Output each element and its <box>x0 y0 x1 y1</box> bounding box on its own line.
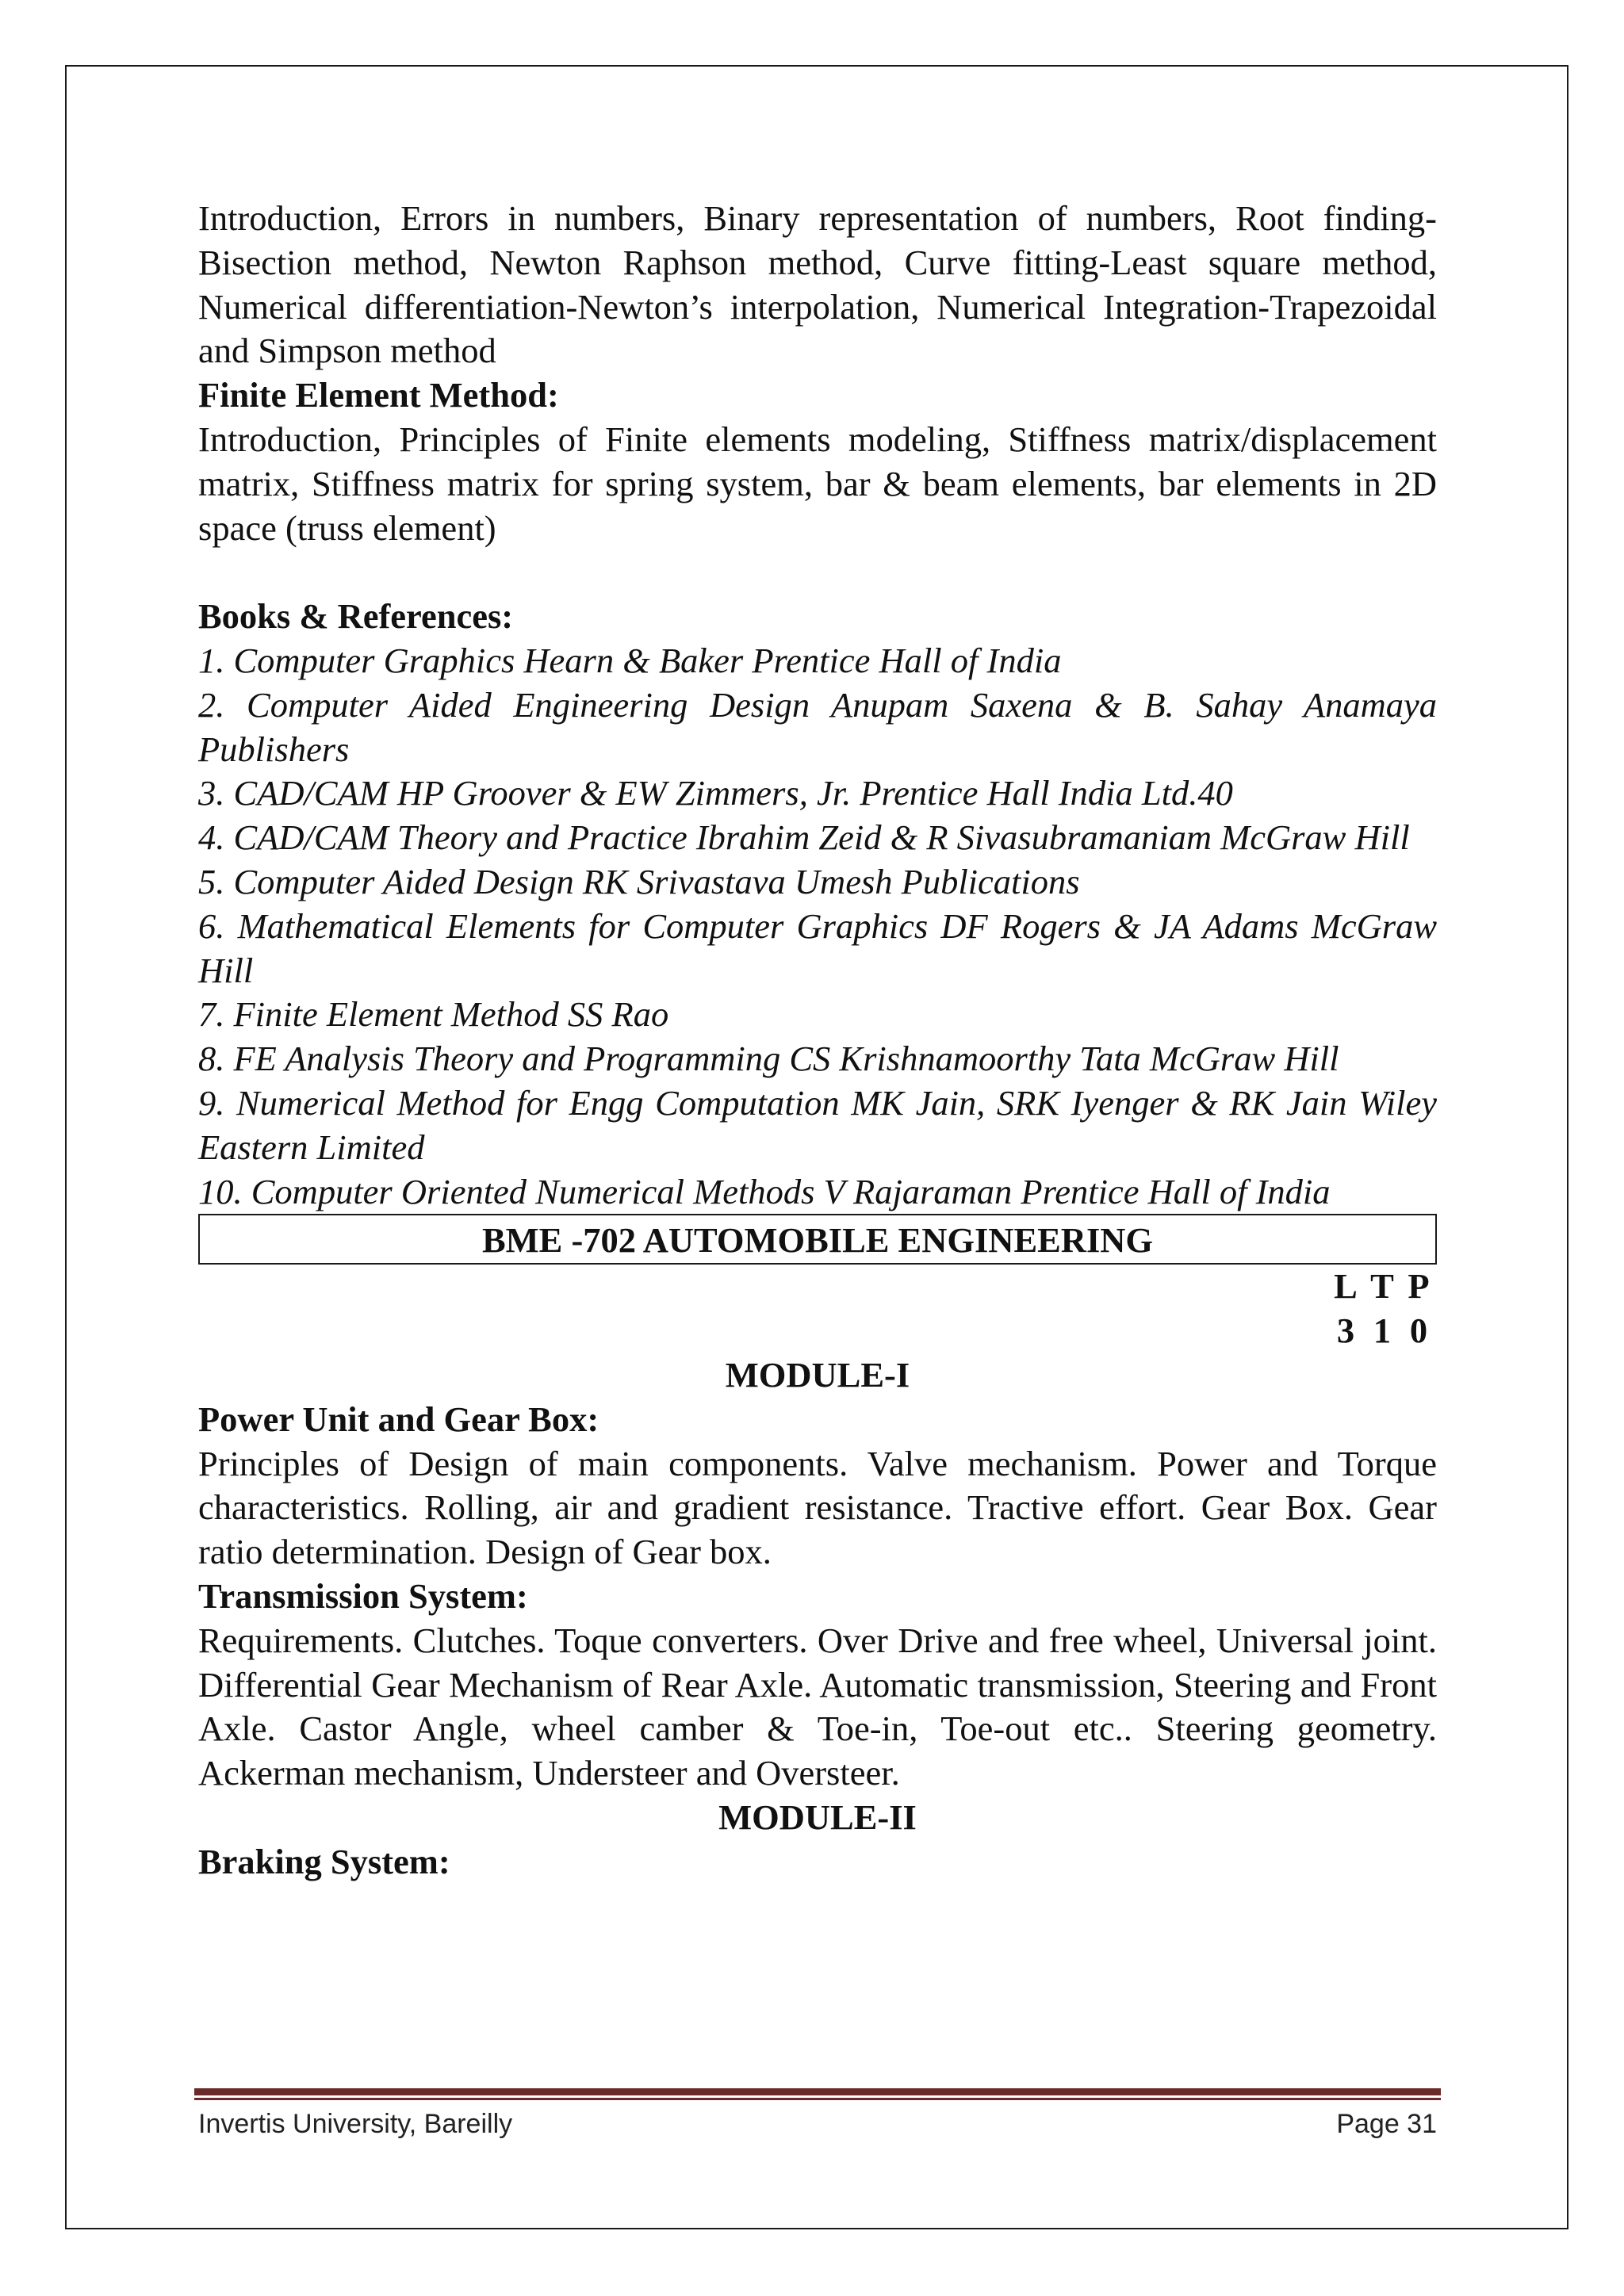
reference-item: 10. Computer Oriented Numerical Methods V Rajaraman Prentice Hall of India <box>198 1171 1331 1211</box>
ltp-labels <box>198 1265 1437 1309</box>
reference-item: 6. Mathematical Elements for Computer Graphics DF Rogers & JA Adams McGraw Hill <box>198 905 1437 990</box>
references-list <box>198 639 1437 1214</box>
ltp-value-p: 0 <box>1409 1311 1428 1351</box>
ltp-values <box>198 1309 1437 1353</box>
fem-heading: Finite Element Method: <box>198 375 559 415</box>
transmission-paragraph: Requirements. Clutches. Toque converters. Over Drive and free wheel, Universal joint. Differential Gear Mechanism of Rear Axle. Automatic transmission, Steering and Front Axle. Castor Angle, wheel camber & Toe-in, Toe-out etc.. Steering geometry. Ackerman mechanism, Understeer and Oversteer. <box>198 1620 1437 1793</box>
ltp-label-t: T <box>1370 1266 1394 1307</box>
transmission-heading: Transmission System: <box>198 1575 528 1616</box>
intro-paragraph: Introduction, Errors in numbers, Binary representation of numbers, Root finding- Bisection method, Newton Raphson method, Curve fitting-Least square method, Numerical differentiation-Newton’s interpolation, Numerical Integration-Trapezoidal and Simpson method <box>198 198 1437 371</box>
references-heading: Books & References: <box>198 596 514 637</box>
ltp-value-t: 1 <box>1373 1311 1392 1351</box>
course-title-box <box>198 1214 1437 1265</box>
module-1-title: MODULE-I <box>725 1354 910 1395</box>
power-unit-paragraph: Principles of Design of main components. Valve mechanism. Power and Torque characteristics. Rolling, air and gradient resistance. Tractive effort. Gear Box. Gear ratio determination. Design of Gear box. <box>198 1443 1437 1572</box>
footer-institution: Invertis University, Bareilly <box>198 2109 513 2139</box>
footer-rule <box>194 2088 1441 2100</box>
reference-item: 2. Computer Aided Engineering Design Anupam Saxena & B. Sahay Anamaya Publishers <box>198 684 1437 769</box>
reference-item: 9. Numerical Method for Engg Computation MK Jain, SRK Iyenger & RK Jain Wiley Eastern Limited <box>198 1082 1437 1167</box>
reference-item: 1. Computer Graphics Hearn & Baker Prentice Hall of India <box>198 640 1062 680</box>
power-unit-heading: Power Unit and Gear Box: <box>198 1399 599 1439</box>
footer-rule-thick <box>194 2088 1441 2095</box>
braking-heading: Braking System: <box>198 1841 450 1881</box>
reference-item: 3. CAD/CAM HP Groover & EW Zimmers, Jr. Prentice Hall India Ltd.40 <box>198 773 1233 813</box>
document-body <box>198 197 1437 1884</box>
ltp-value-l: 3 <box>1336 1311 1355 1351</box>
module-2-title: MODULE-II <box>718 1797 917 1837</box>
spacer <box>198 550 1437 595</box>
footer-rule-thin <box>194 2098 1441 2100</box>
reference-item: 4. CAD/CAM Theory and Practice Ibrahim Zeid & R Sivasubramaniam McGraw Hill <box>198 817 1410 858</box>
fem-paragraph: Introduction, Principles of Finite elements modeling, Stiffness matrix/displacement matrix, Stiffness matrix for spring system, bar & beam elements, bar elements in 2D space (truss element) <box>198 419 1437 548</box>
reference-item: 5. Computer Aided Design RK Srivastava Umesh Publications <box>198 861 1080 901</box>
reference-item: 7. Finite Element Method SS Rao <box>198 994 669 1035</box>
ltp-label-l: L <box>1334 1266 1358 1307</box>
ltp-label-p: P <box>1408 1266 1430 1307</box>
reference-item: 8. FE Analysis Theory and Programming CS Krishnamoorthy Tata McGraw Hill <box>198 1039 1339 1079</box>
footer-page-number: Page 31 <box>1336 2109 1437 2139</box>
course-title: BME -702 AUTOMOBILE ENGINEERING <box>481 1220 1154 1261</box>
